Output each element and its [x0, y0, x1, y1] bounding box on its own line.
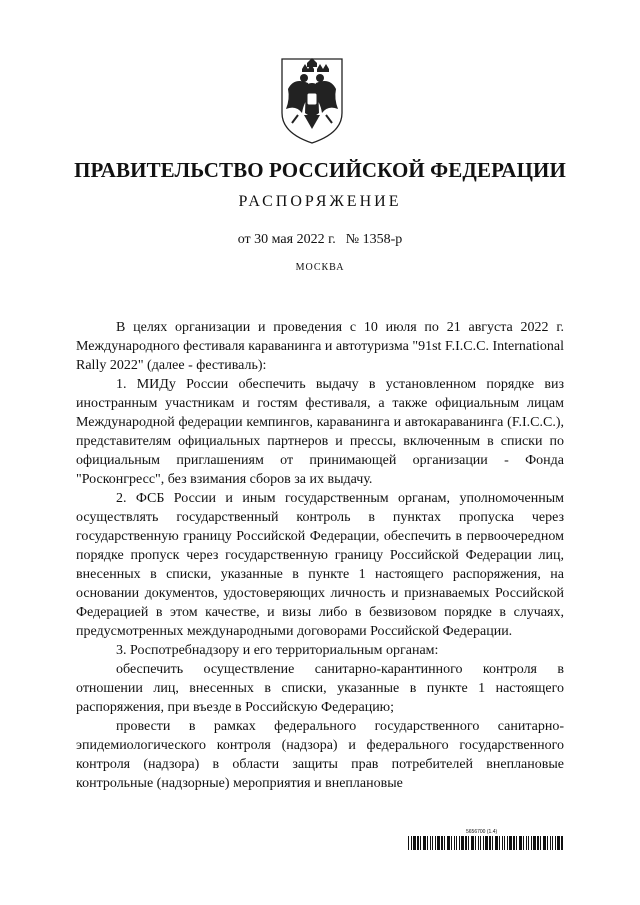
paragraph: В целях организации и проведения с 10 июля по 21 августа 2022 г. Международного фестиваля караванинга и автотуризма "91st F.I.C.C. International Rally 2022" (далее - фестиваль): [76, 320, 564, 373]
document-date: от 30 мая 2022 г. [237, 232, 336, 247]
document-body [76, 318, 564, 793]
coat-of-arms-icon [278, 55, 346, 145]
document-number: № 1358-р [345, 232, 403, 247]
document-type: РАСПОРЯЖЕНИЕ [238, 193, 402, 210]
date-line [0, 232, 640, 248]
page-title: ПРАВИТЕЛЬСТВО РОССИЙСКОЙ ФЕДЕРАЦИИ [74, 158, 566, 182]
footer-code: 5656700 (1.4) [466, 829, 498, 835]
paragraph: обеспечить осуществление санитарно-карантинного контроля в отношении лиц, внесенных в списки, указанные в пункте 1 настоящего распоряжения, при въезде в Российскую Федерацию; [76, 662, 564, 715]
barcode [408, 836, 564, 850]
paragraph: 2. ФСБ России и иным государственным органам, уполномоченным осуществлять государственный контроль в пунктах пропуска через государственную границу Российской Федерации, обеспечить в первоочередном порядке пропуск через государственную границу Российской Федерации лиц, внесенных в списки, указанные в пункте 1 настоящего распоряжения, на основании документов, удостоверяющих личность и признаваемых Российской Федерацией в этом качестве, и визы либо в безвизовом порядке в случаях, предусмотренных международными договорами Российской Федерации. [76, 491, 564, 639]
paragraph: 3. Роспотребнадзору и его территориальным органам: [116, 643, 439, 658]
paragraph: провести в рамках федерального государственного санитарно-эпидемиологического контроля (надзора) и федерального государственного контроля (надзора) в области защиты прав потребителей внеплановые контрольные (надзорные) мероприятия и внеплановые [76, 719, 564, 791]
city: МОСКВА [295, 262, 345, 273]
paragraph: 1. МИДу России обеспечить выдачу в установленном порядке виз иностранным участникам и гостям фестиваля, а также официальным лицам Международной федерации кемпингов, караванинга и автокараванинга (F.I.C.C.), представителям официальных партнеров и прессы, включенным в списки по официальным приглашениям от принимающей организации - Фонда "Росконгресс", без взимания сборов за их выдачу. [76, 377, 564, 487]
